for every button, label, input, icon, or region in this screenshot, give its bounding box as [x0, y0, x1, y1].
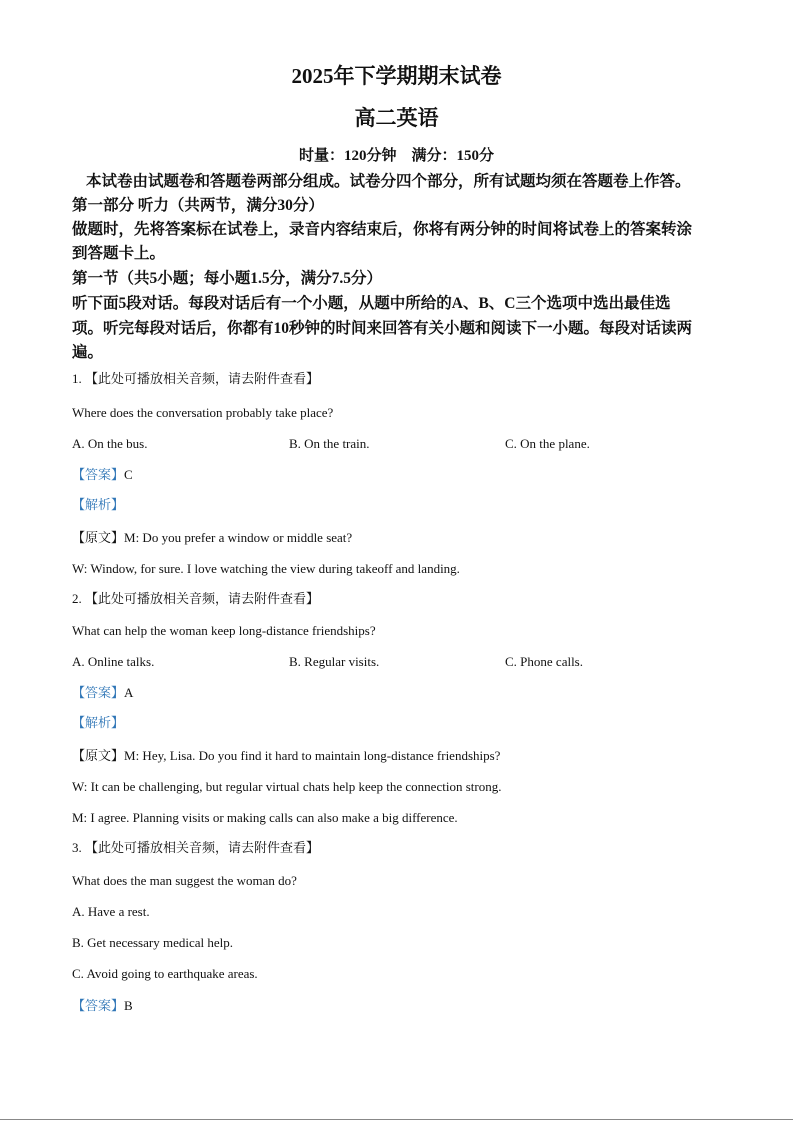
exam-intro: 本试卷由试题卷和答题卷两部分组成。试卷分四个部分，所有试题均须在答题卷上作答。	[86, 173, 691, 190]
q1-transcript-line2: W: Window, for sure. I love watching the view during takeoff and landing.	[72, 561, 460, 576]
q2-transcript-line2: W: It can be challenging, but regular virtual chats help keep the connection strong.	[72, 779, 502, 794]
q2-option-a: A. Online talks.	[72, 654, 155, 669]
q1-analysis-tag: 【解析】	[72, 497, 125, 512]
exam-time-score: 时量：120分钟 满分：150分	[298, 148, 494, 164]
q2-option-b: B. Regular visits.	[289, 654, 380, 669]
q2-analysis-tag: 【解析】	[72, 715, 125, 730]
q2-transcript-line1	[72, 747, 500, 765]
q3-option-b: B. Get necessary medical help.	[72, 935, 233, 950]
original-tag: 【原文】	[72, 530, 125, 545]
q1-transcript-line1	[72, 529, 352, 547]
exam-subject: 高二英语	[354, 106, 439, 130]
answer-tag: 【答案】	[72, 685, 125, 700]
answer-tag: 【答案】	[72, 998, 125, 1013]
q2-transcript-line3: M: I agree. Planning visits or making calls can also make a big difference.	[72, 810, 458, 825]
q3-option-c: C. Avoid going to earthquake areas.	[72, 966, 258, 981]
q2-answer: A	[124, 685, 134, 700]
exam-title: 2025年下学期期末试卷	[291, 64, 502, 88]
q1-answer-row	[72, 466, 133, 484]
section1-desc-line1: 听下面5段对话。每段对话后有一个小题，从题中所给的A、B、C三个选项中选出最佳选	[72, 295, 671, 312]
q2-option-c: C. Phone calls.	[505, 654, 583, 669]
part1-title: 第一部分 听力（共两节，满分30分）	[72, 197, 324, 214]
q3-option-a: A. Have a rest.	[72, 904, 150, 919]
section1-desc-line3: 遍。	[72, 344, 104, 361]
q2-question: What can help the woman keep long-distance friendships?	[72, 623, 376, 638]
original-tag: 【原文】	[72, 748, 125, 763]
q1-answer: C	[124, 467, 133, 482]
part1-desc-line2: 到答题卡上。	[72, 245, 166, 262]
q2-line1-text: M: Hey, Lisa. Do you find it hard to maintain long-distance friendships?	[124, 748, 501, 763]
q3-question: What does the man suggest the woman do?	[72, 873, 297, 888]
q3-answer-row	[72, 997, 133, 1015]
q1-question: Where does the conversation probably take place?	[72, 405, 334, 420]
q3-header: 3. 【此处可播放相关音频，请去附件查看】	[72, 840, 320, 855]
q1-option-c: C. On the plane.	[505, 436, 590, 451]
q2-header: 2. 【此处可播放相关音频，请去附件查看】	[72, 591, 320, 606]
part1-desc-line1: 做题时，先将答案标在试卷上，录音内容结束后，你将有两分钟的时间将试卷上的答案转涂	[72, 221, 693, 238]
q1-header: 1. 【此处可播放相关音频，请去附件查看】	[72, 371, 320, 386]
q2-answer-row	[72, 684, 133, 702]
section1-title: 第一节（共5小题；每小题1.5分，满分7.5分）	[72, 270, 383, 287]
q1-option-b: B. On the train.	[289, 436, 370, 451]
q1-line1-text: M: Do you prefer a window or middle seat?	[124, 530, 353, 545]
page-bottom-rule	[0, 1119, 793, 1120]
section1-desc-line2: 项。听完每段对话后，你都有10秒钟的时间来回答有关小题和阅读下一小题。每段对话读两	[72, 320, 693, 337]
answer-tag: 【答案】	[72, 467, 125, 482]
q3-answer: B	[124, 998, 133, 1013]
q1-option-a: A. On the bus.	[72, 436, 148, 451]
